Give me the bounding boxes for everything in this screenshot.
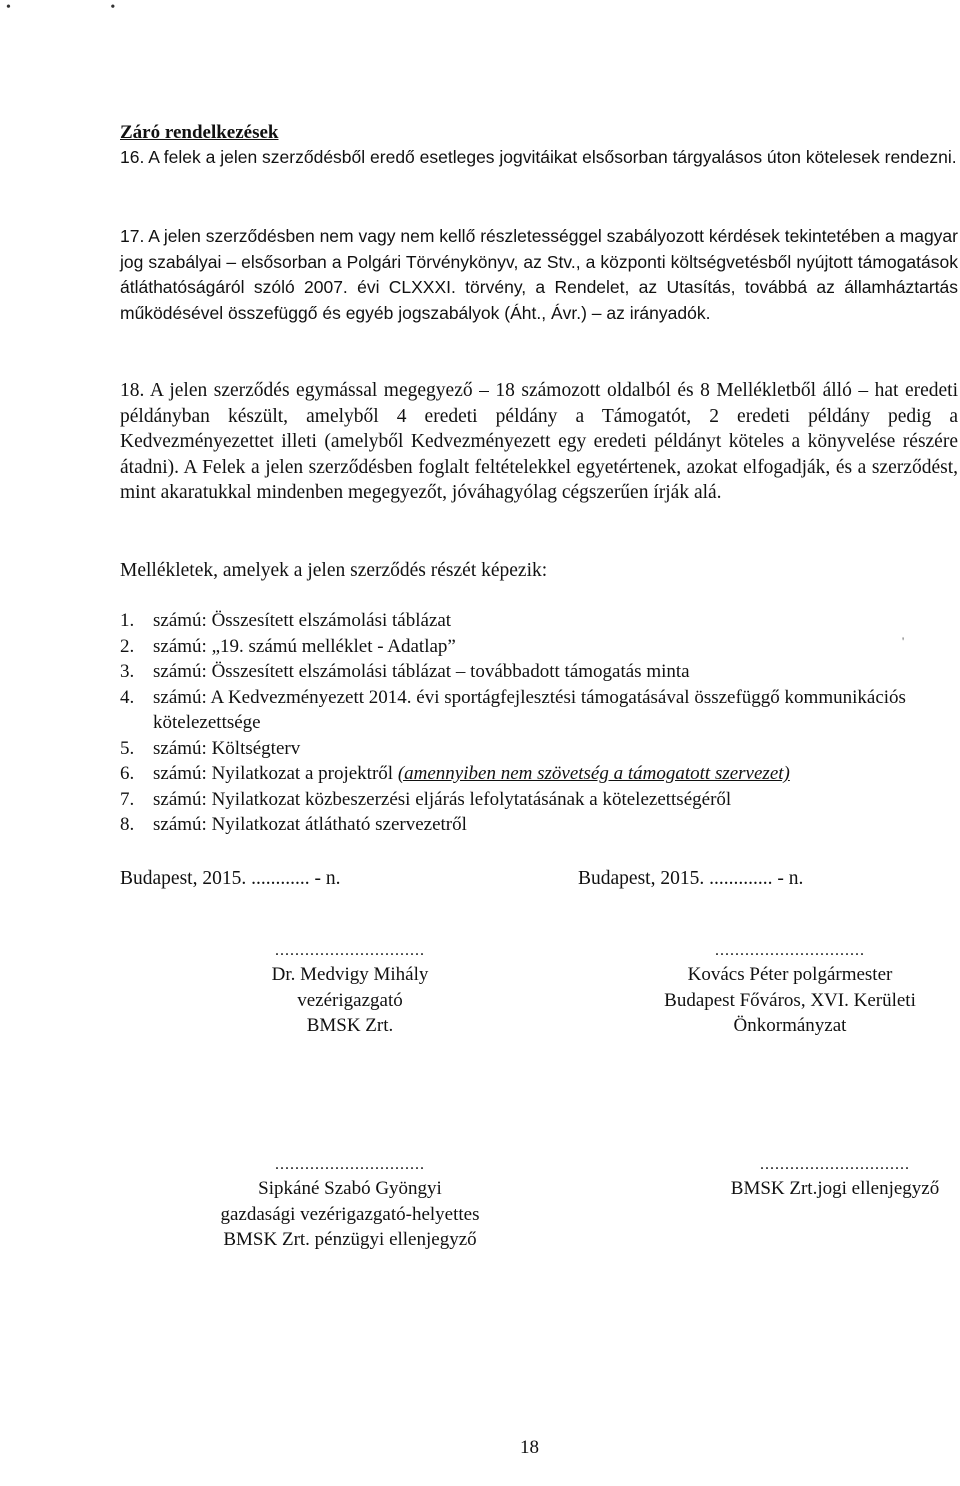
attachment-text: számú: Költségterv bbox=[153, 737, 301, 759]
attachments-intro: Mellékletek, amelyek a jelen szerződés részét képezik: bbox=[120, 560, 548, 581]
attachment-note: (amennyiben nem szövetség a támogatott szervezet) bbox=[397, 763, 790, 784]
signature-block-medvigy bbox=[230, 944, 470, 1039]
signer-name: Dr. Medvigy Mihály bbox=[271, 964, 429, 985]
signature-line: .............................. bbox=[760, 1158, 910, 1172]
signature-block-kovacs bbox=[640, 944, 940, 1039]
signer-name: Kovács Péter polgármester bbox=[687, 964, 893, 985]
attachment-number: 4. bbox=[120, 686, 135, 708]
signer-org: Önkormányzat bbox=[733, 1015, 847, 1036]
signer-org: BMSK Zrt. bbox=[306, 1015, 394, 1036]
signature-line: .............................. bbox=[275, 1158, 425, 1172]
signature-block-legal bbox=[690, 1158, 960, 1202]
page-number: 18 bbox=[520, 1437, 539, 1458]
paragraph-18: 18. A jelen szerződés egymással megegyező – 18 számozott oldalból és 8 Mellékletből álló – hat eredeti példányban készült, amelyből 4 eredeti példány a Támogatót, 2 eredeti példány pedig a Kedvezményezettet illeti (amelyből Kedvezményezett egy eredeti példányt köteles a könyvelése részére átadni). A Felek a jelen szerződésben foglalt feltételekkel egyetértenek, azokat elfogadják, és a szerződést, mint akaratukkal mindenben megegyezőt, jóváhagyólag cégszerűen írják alá. bbox=[120, 380, 958, 503]
header-marks: • • bbox=[6, 0, 164, 15]
stray-mark: ' bbox=[902, 634, 905, 648]
signature-line: .............................. bbox=[715, 944, 865, 958]
attachment-text: számú: Nyilatkozat a projektről bbox=[153, 763, 394, 784]
signature-block-sipkane bbox=[180, 1158, 520, 1253]
attachment-text: számú: A Kedvezményezett 2014. évi sportágfejlesztési támogatásával összefüggő kommunikációs kötelezettsége bbox=[153, 686, 906, 733]
attachment-number: 5. bbox=[120, 737, 135, 759]
attachment-text: számú: „19. számú melléklet - Adatlap” bbox=[153, 635, 456, 657]
list-item bbox=[120, 685, 950, 736]
attachment-text: számú: Összesített elszámolási táblázat bbox=[153, 610, 452, 631]
signature-line: .............................. bbox=[275, 944, 425, 958]
attachment-number: 6. bbox=[120, 763, 135, 784]
attachment-number: 1. bbox=[120, 610, 135, 631]
attachments-list bbox=[120, 608, 950, 838]
list-item bbox=[120, 634, 950, 660]
signer-title: gazdasági vezérigazgató-helyettes bbox=[220, 1203, 480, 1225]
list-item bbox=[120, 761, 950, 787]
attachment-text: számú: Nyilatkozat átlátható szervezetről bbox=[153, 814, 467, 835]
paragraph-16: 16. A felek a jelen szerződésből eredő esetleges jogvitáikat elsősorban tárgyalásos úton kötelesek rendezni. bbox=[120, 147, 957, 167]
attachment-text: számú: Összesített elszámolási táblázat – továbbadott támogatás minta bbox=[153, 661, 690, 682]
list-item bbox=[120, 812, 950, 838]
signer-name: Sipkáné Szabó Gyöngyi bbox=[258, 1178, 442, 1199]
signer-org: BMSK Zrt. pénzügyi ellenjegyző bbox=[223, 1229, 477, 1250]
place-date-left: Budapest, 2015. ............ - n. bbox=[120, 868, 341, 889]
attachment-text-wrap bbox=[153, 761, 950, 787]
attachment-number: 8. bbox=[120, 814, 135, 835]
signer-name: BMSK Zrt.jogi ellenjegyző bbox=[730, 1178, 940, 1199]
signer-title: Budapest Főváros, XVI. Kerületi bbox=[664, 989, 916, 1011]
paragraph-17: 17. A jelen szerződésben nem vagy nem kellő részletességgel szabályozott kérdések tekintetében a magyar jog szabályai – elsősorban a Polgári Törvénykönyv, az Stv., a központi költségvetésből nyújtott támogatások átláthatóságáról szóló 2007. évi CLXXXI. törvény, a Rendelet, az Utasítás, továbbá az államháztartás működésével összefüggő és egyéb jogszabályok (Áht., Ávr.) – az irányadók. bbox=[120, 226, 958, 323]
section-heading: Záró rendelkezések bbox=[120, 122, 279, 143]
attachment-number: 3. bbox=[120, 661, 135, 682]
place-date-right: Budapest, 2015. ............. - n. bbox=[578, 868, 804, 889]
list-item bbox=[120, 736, 950, 762]
attachment-number: 2. bbox=[120, 635, 135, 657]
attachment-number: 7. bbox=[120, 788, 135, 810]
list-item bbox=[120, 608, 950, 634]
signer-title: vezérigazgató bbox=[297, 989, 403, 1011]
attachment-text: számú: Nyilatkozat közbeszerzési eljárás lefolytatásának a kötelezettségéről bbox=[153, 788, 732, 810]
list-item bbox=[120, 659, 950, 685]
list-item bbox=[120, 787, 950, 813]
